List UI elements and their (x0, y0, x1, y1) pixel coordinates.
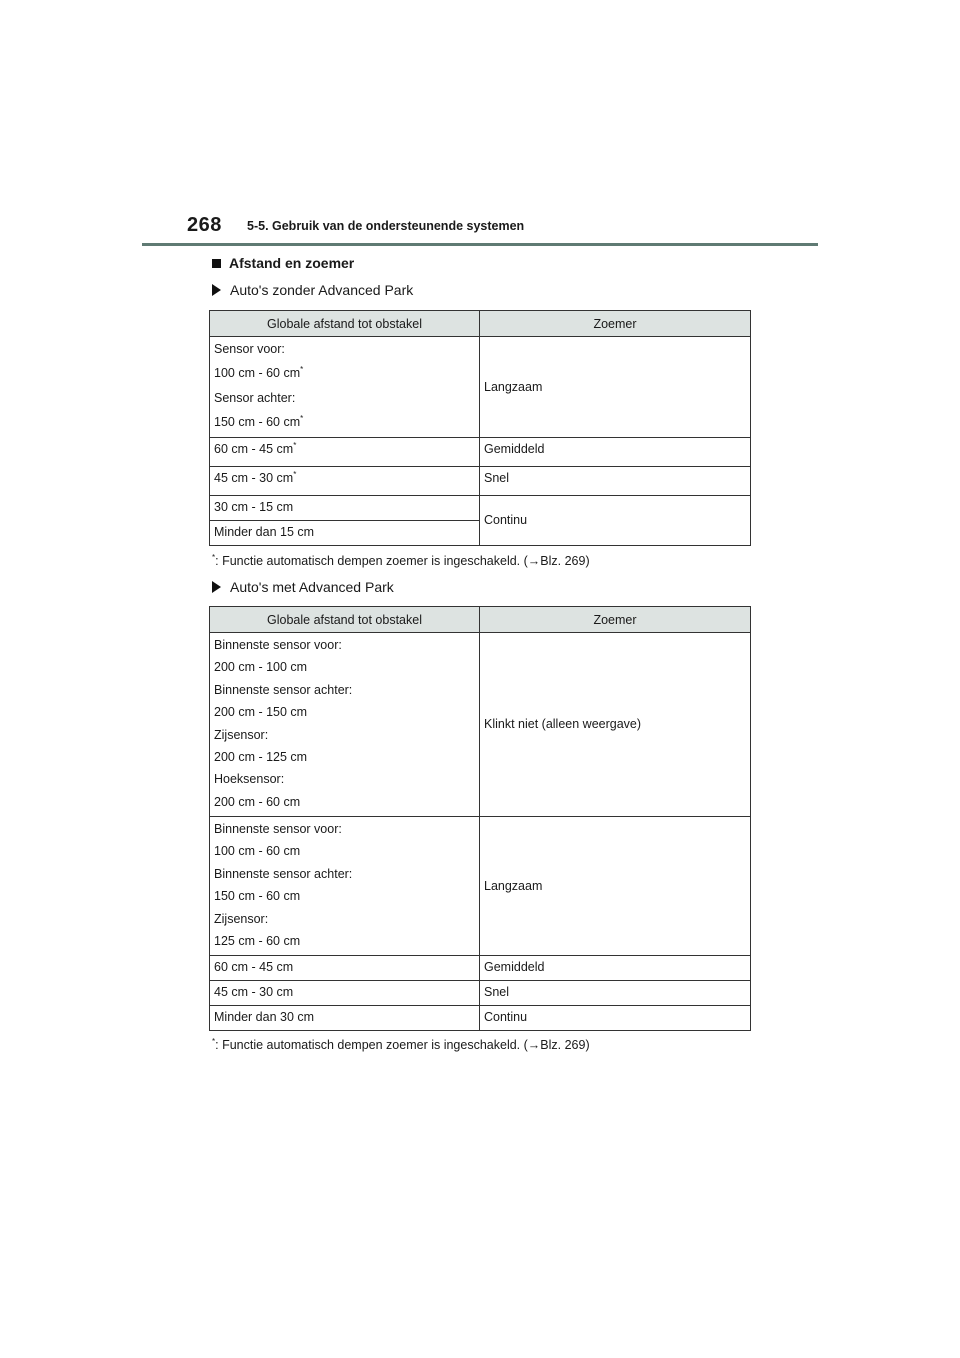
distance-line: 200 cm - 125 cm (214, 749, 308, 764)
table2-subheading (212, 579, 394, 595)
table-with-advanced-park (209, 606, 751, 1031)
distance-line: Sensor achter: (214, 390, 296, 405)
table-row (210, 467, 751, 496)
distance-cell: Minder dan 30 cm (210, 1006, 480, 1031)
distance-cell (210, 817, 480, 956)
buzzer-cell: Gemiddeld (480, 956, 751, 981)
buzzer-cell: Langzaam (480, 817, 751, 956)
square-bullet-icon (212, 259, 221, 268)
distance-line: 150 cm - 60 cm (214, 889, 301, 904)
buzzer-cell: Snel (480, 981, 751, 1006)
footnote-mark: * (212, 1036, 216, 1046)
buzzer-cell: Klinkt niet (alleen weergave) (480, 633, 751, 817)
distance-line: 125 cm - 60 cm (214, 933, 301, 948)
section-heading (212, 255, 354, 271)
table-row (210, 633, 751, 817)
distance-line: 100 cm - 60 cm (214, 844, 301, 859)
column-header-distance: Globale afstand tot obstakel (210, 311, 480, 337)
distance-cell: 45 cm - 30 cm* (210, 467, 480, 496)
distance-cell (210, 337, 480, 438)
table-row (210, 438, 751, 467)
buzzer-cell: Snel (480, 467, 751, 496)
distance-line: Sensor voor: (214, 342, 285, 356)
distance-line: 150 cm - 60 cm* (214, 413, 304, 430)
column-header-buzzer: Zoemer (480, 311, 751, 337)
distance-cell: 45 cm - 30 cm (210, 981, 480, 1006)
table-row (210, 981, 751, 1006)
column-header-buzzer: Zoemer (480, 607, 751, 633)
table-row (210, 496, 751, 521)
triangle-bullet-icon (212, 581, 221, 593)
distance-cell (210, 633, 480, 817)
table-header-row (210, 311, 751, 337)
footnote-text: : Functie automatisch dempen zoemer is ingeschakeld. (→Blz. 269) (215, 554, 590, 568)
section-header: 5-5. Gebruik van de ondersteunende systemen (247, 219, 525, 233)
distance-line: Zijsensor: (214, 911, 269, 926)
page-number: 268 (187, 214, 222, 236)
distance-line: Hoeksensor: (214, 772, 285, 787)
distance-cell: 30 cm - 15 cm (210, 496, 480, 521)
table1-subheading (212, 282, 413, 298)
distance-cell: Minder dan 15 cm (210, 521, 480, 546)
distance-line: 200 cm - 150 cm (214, 705, 308, 720)
table-row (210, 956, 751, 981)
table2-footnote (212, 1038, 590, 1052)
distance-line: Binnenste sensor achter: (214, 866, 353, 881)
table1-footnote (212, 554, 590, 568)
triangle-bullet-icon (212, 284, 221, 296)
table-row (210, 1006, 751, 1031)
section-heading-text: Afstand en zoemer (229, 255, 355, 271)
distance-cell: 60 cm - 45 cm (210, 956, 480, 981)
table-row (210, 817, 751, 956)
distance-line: Zijsensor: (214, 727, 269, 742)
header-divider (142, 243, 818, 246)
buzzer-cell: Continu (480, 1006, 751, 1031)
table-row (210, 337, 751, 438)
distance-line: Binnenste sensor voor: (214, 638, 342, 652)
footnote-text: : Functie automatisch dempen zoemer is ingeschakeld. (→Blz. 269) (215, 1038, 590, 1052)
table-header-row (210, 607, 751, 633)
distance-line: 200 cm - 60 cm (214, 794, 301, 809)
table1-title: Auto's zonder Advanced Park (230, 282, 414, 298)
buzzer-cell: Gemiddeld (480, 438, 751, 467)
distance-line: 100 cm - 60 cm* (214, 365, 304, 381)
table2-title: Auto's met Advanced Park (230, 579, 394, 595)
distance-line: Binnenste sensor voor: (214, 822, 342, 836)
distance-line: 200 cm - 100 cm (214, 660, 308, 675)
buzzer-cell: Continu (480, 496, 751, 546)
buzzer-cell: Langzaam (480, 337, 751, 438)
distance-cell: 60 cm - 45 cm* (210, 438, 480, 467)
footnote-mark: * (212, 552, 216, 562)
column-header-distance: Globale afstand tot obstakel (210, 607, 480, 633)
distance-line: Binnenste sensor achter: (214, 682, 353, 697)
table-without-advanced-park (209, 310, 751, 546)
